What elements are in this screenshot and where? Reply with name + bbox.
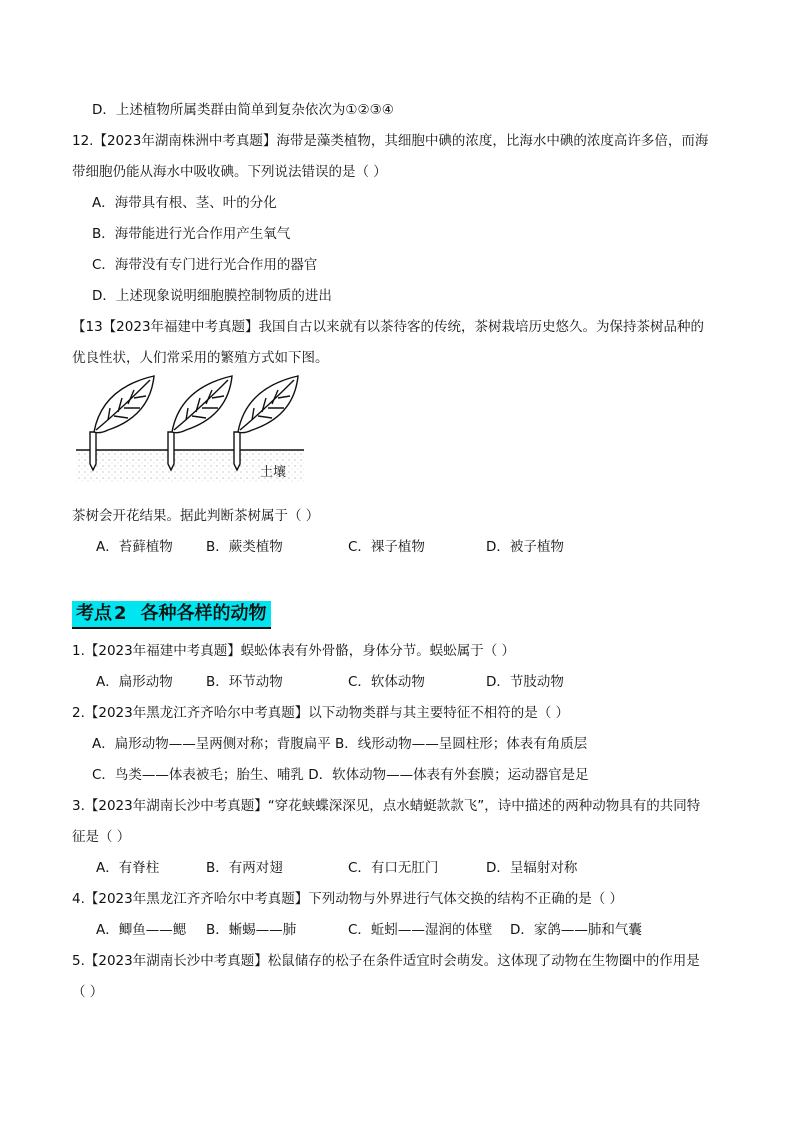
q13-stem-line1: 【13【2023年福建中考真题】我国自古以来就有以茶待客的传统，茶树栽培历史悠久。为保持茶树品种的: [72, 319, 705, 335]
soil-label: 土壤: [260, 465, 287, 480]
s2q3-option-d: D．呈辐射对称: [486, 860, 578, 876]
s2q3-option-a: A．有脊柱: [96, 860, 160, 876]
q11-option-d: D．上述植物所属类群由简单到复杂依次为①②③④: [92, 102, 394, 118]
q12-option-b: B．海带能进行光合作用产生氧气: [92, 226, 291, 242]
s2q1-option-a: A．扁形动物: [96, 674, 173, 690]
s2q5-stem-line1: 5.【2023年湖南长沙中考真题】松鼠储存的松子在条件适宜时会萌发。这体现了动物在生物圈中的作用是: [72, 953, 700, 969]
s2q3-option-b: B．有两对翅: [206, 860, 283, 876]
section-heading: [72, 601, 271, 629]
s2q2-stem: 2.【2023年黑龙江齐齐哈尔中考真题】以下动物类群与其主要特征不相符的是（ ）: [72, 705, 570, 721]
q13-option-a: A．苔藓植物: [96, 539, 173, 555]
q13-stem-line2: 优良性状，人们常采用的繁殖方式如下图。: [72, 350, 329, 366]
q13-option-b: B．蕨类植物: [206, 539, 283, 555]
s2q3-option-c: C．有口无肛门: [348, 860, 439, 876]
section-title: 各种各样的动物: [140, 603, 267, 624]
tea-cutting-figure: [72, 368, 312, 492]
s2q1-stem: 1.【2023年福建中考真题】蜈蚣体表有外骨骼，身体分节。蜈蚣属于（ ）: [72, 643, 516, 659]
s2q1-option-c: C．软体动物: [348, 674, 425, 690]
q12-option-d: D．上述现象说明细胞膜控制物质的进出: [92, 288, 332, 304]
s2q2-options-cd: C．鸟类——体表被毛；胎生、哺乳 D．软体动物——体表有外套膜；运动器官是足: [92, 767, 589, 783]
s2q4-option-a: A．鲫鱼——鳃: [96, 922, 187, 938]
s2q4-stem: 4.【2023年黑龙江齐齐哈尔中考真题】下列动物与外界进行气体交换的结构不正确的是（ ）: [72, 891, 624, 907]
q13-stem-line3: 茶树会开花结果。据此判断茶树属于（ ）: [72, 508, 320, 524]
section-prefix: 考点: [76, 603, 112, 624]
q12-stem-line2: 带细胞仍能从海水中吸收碘。下列说法错误的是（ ）: [72, 164, 387, 180]
s2q1-option-d: D．节肢动物: [486, 674, 564, 690]
s2q2-options-ab: A．扁形动物——呈两侧对称；背腹扁平 B．线形动物——呈圆柱形；体表有角质层: [92, 736, 588, 752]
s2q4-option-b: B．蜥蜴——肺: [206, 922, 297, 938]
s2q5-stem-line2: （ ）: [72, 984, 104, 1000]
q12-stem-line1: 12.【2023年湖南株洲中考真题】海带是藻类植物，其细胞中碘的浓度，比海水中碘的浓度高许多倍，而海: [72, 133, 709, 149]
s2q3-stem-line2: 征是（ ）: [72, 829, 131, 845]
tea-cutting-illustration: [72, 368, 312, 488]
q12-option-c: C．海带没有专门进行光合作用的器官: [92, 257, 318, 273]
s2q1-option-b: B．环节动物: [206, 674, 283, 690]
s2q3-stem-line1: 3.【2023年湖南长沙中考真题】“穿花蛱蝶深深见，点水蜻蜓款款飞”，诗中描述的两种动物具有的共同特: [72, 798, 701, 814]
q13-option-c: C．裸子植物: [348, 539, 425, 555]
q12-option-a: A．海带具有根、茎、叶的分化: [92, 195, 277, 211]
s2q4-option-c: C．蚯蚓——湿润的体壁: [348, 922, 493, 938]
s2q4-option-d: D．家鸽——肺和气囊: [510, 922, 642, 938]
q13-option-d: D．被子植物: [486, 539, 564, 555]
section-number: 2: [114, 603, 127, 624]
